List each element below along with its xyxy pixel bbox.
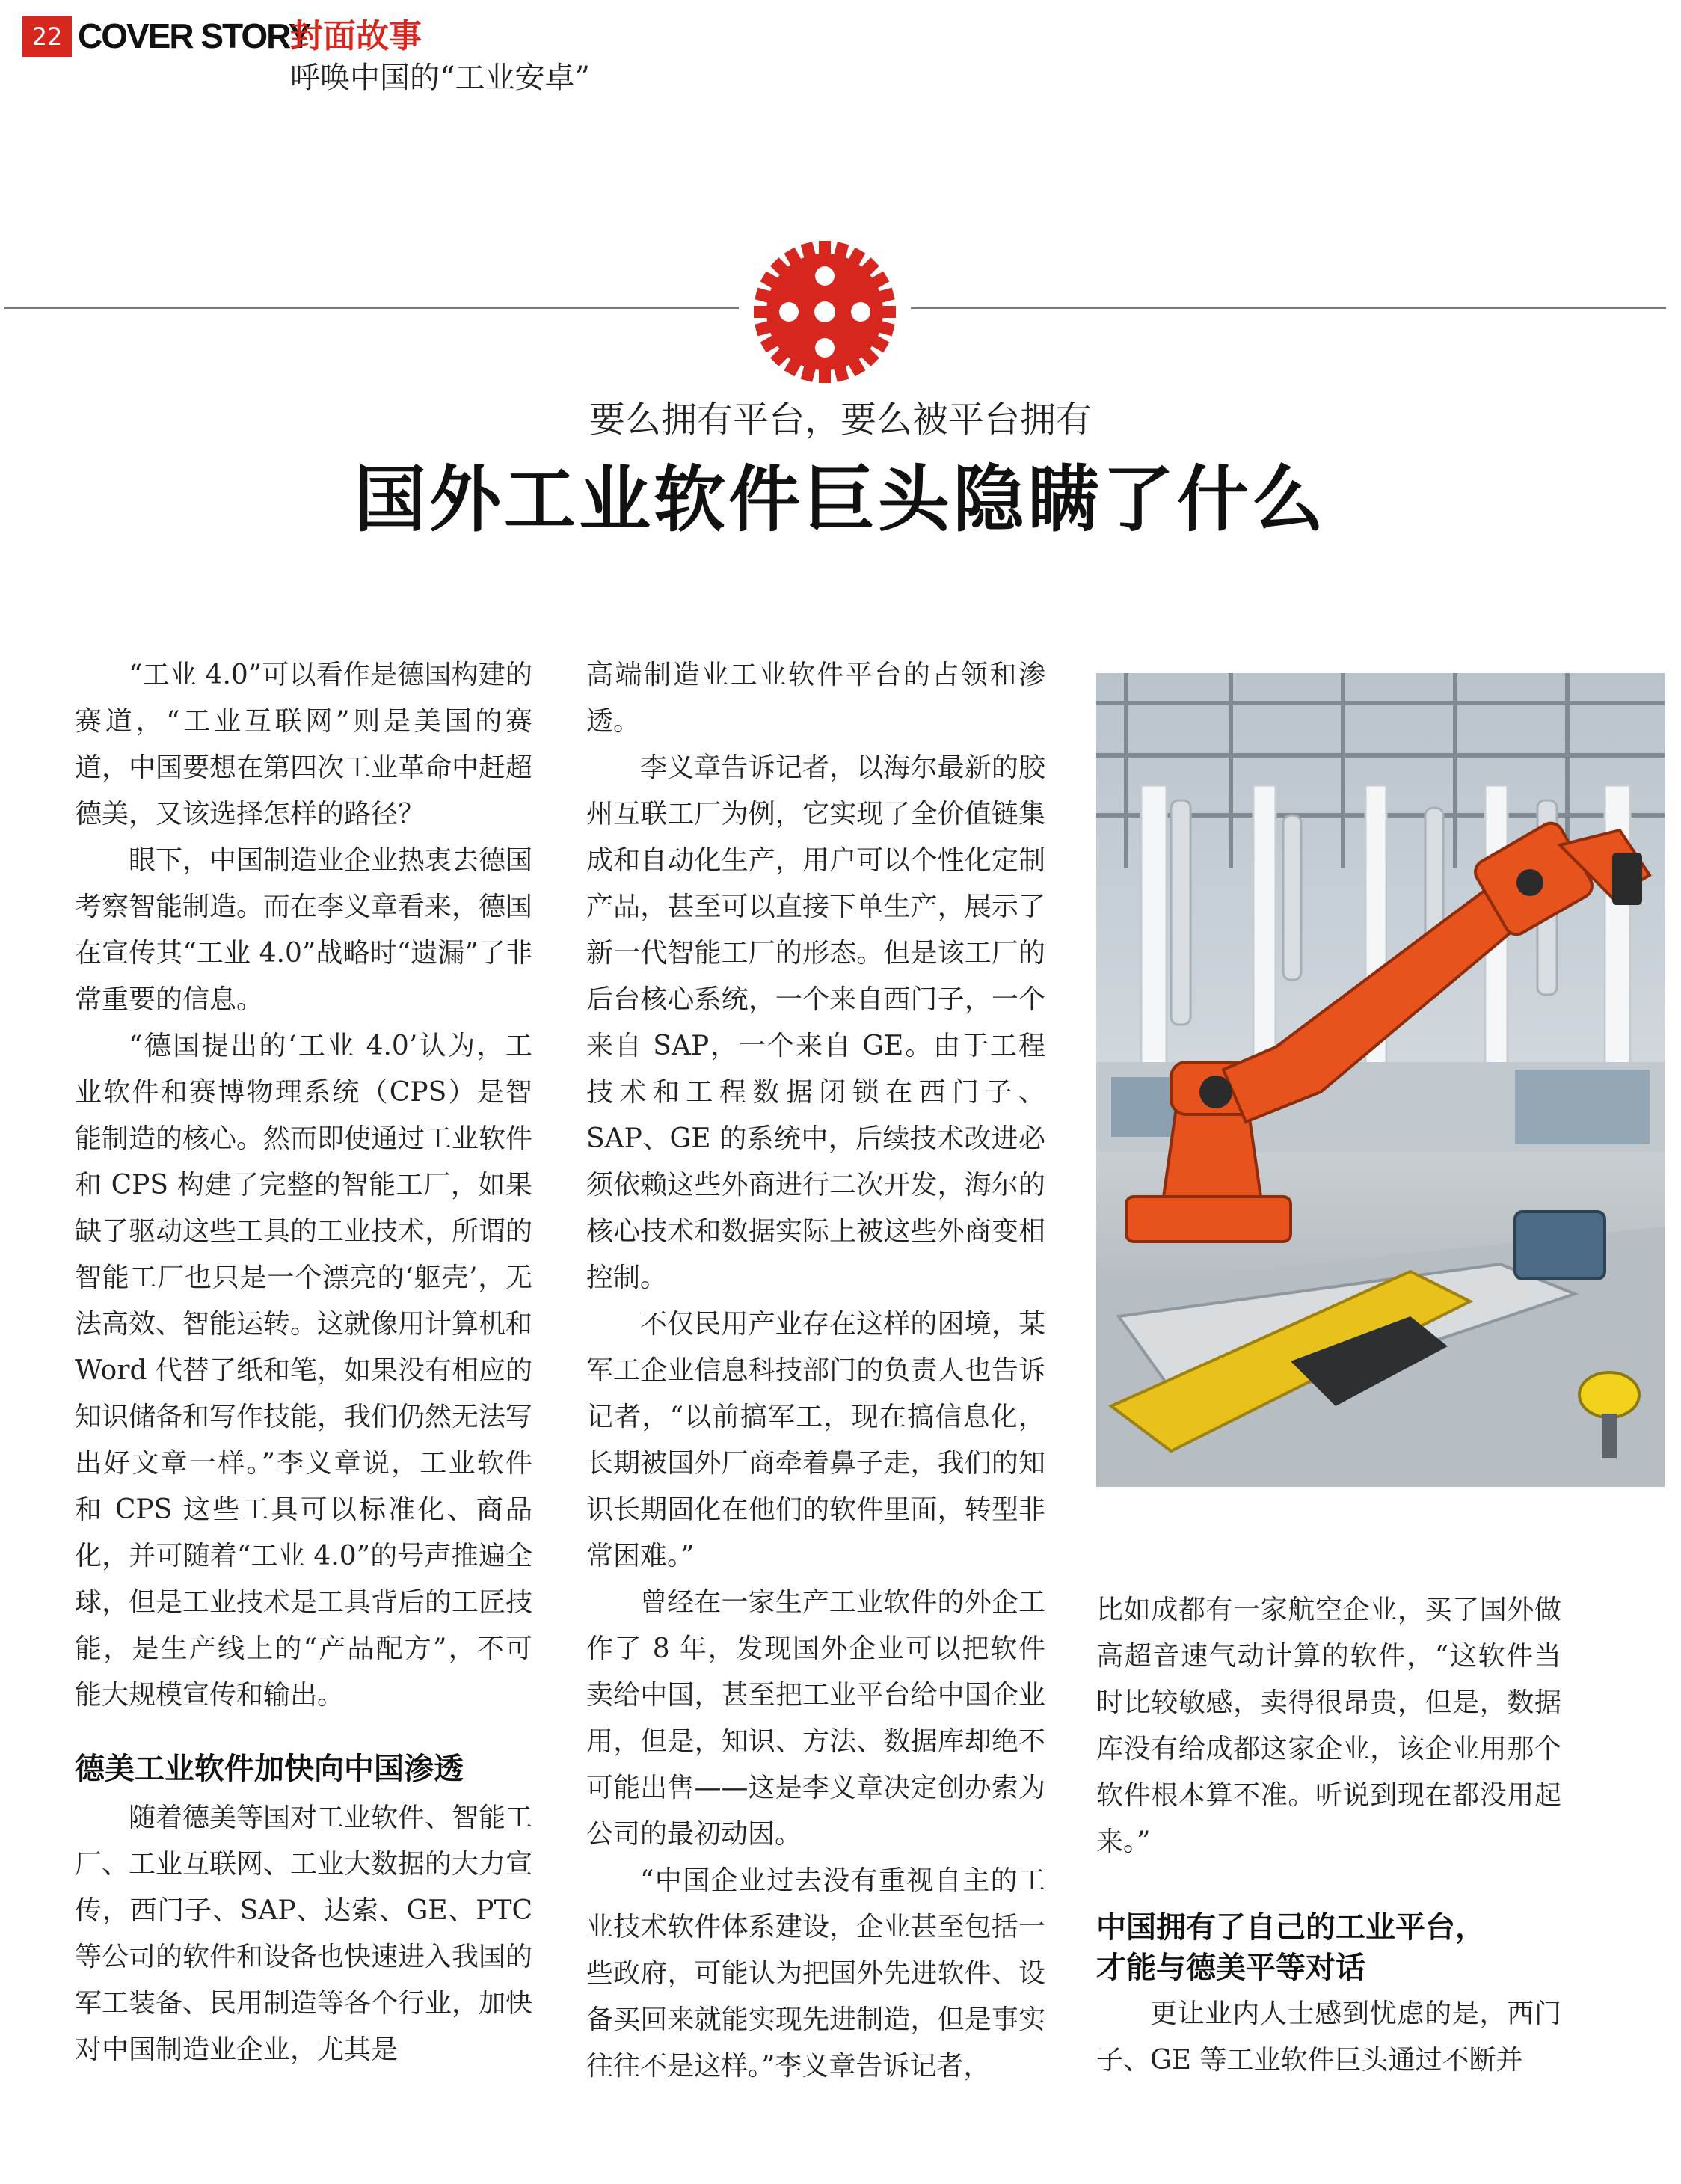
section-heading — [1096, 1907, 1561, 1988]
column-1 — [75, 652, 532, 2073]
divider-right — [911, 307, 1666, 309]
paragraph: “德国提出的‘工业 4.0’认为，工业软件和赛博物理系统（CPS）是智能制造的核心。然而即使通过工业软件和 CPS 构建了完整的智能工厂，如果缺了驱动这些工具的工业技术，所谓的智能工厂也只是一个漂亮的‘躯壳’，无法高效、智能运转。这就像用计算机和 Word 代替了纸和笔，如果没有相应的知识储备和写作技能，我们仍然无法写出好文章一样。”李义章说，工业软件和 CPS 这些工具可以标准化、商品化，并可随着“工业 4.0”的号声推遍全球，但是工业技术是工具背后的工匠技能，是生产线上的“产品配方”，不可能大规模宣传和输出。 — [75, 1031, 533, 1711]
paragraph: “中国企业过去没有重视自主的工业技术软件体系建设，企业甚至包括一些政府，可能认为把国外先进软件、设备买回来就能实现先进制造，但是事实往往不是这样。”李义章告诉记者， — [586, 1865, 1045, 2082]
column-2 — [586, 652, 1045, 2090]
section-heading: 德美工业软件加快向中国渗透 — [75, 1752, 464, 1786]
paragraph: 比如成都有一家航空企业，买了国外做高超音速气动计算的软件，“这软件当时比较敏感，卖得很昂贵，但是，数据库没有给成都这家企业，该企业用那个软件根本算不准。听说到现在都没用起来。” — [1096, 1595, 1561, 1857]
paragraph: 随着德美等国对工业软件、智能工厂、工业互联网、工业大数据的大力宣传，西门子、SAP、达索、GE、PTC 等公司的软件和设备也快速进入我国的军工装备、民用制造等各个行业，加快对中国制造业企业，尤其是 — [75, 1803, 533, 2065]
robot-arm-photo — [1096, 673, 1665, 1487]
series-title: 呼唤中国的“工业安卓” — [290, 61, 590, 95]
gear-icon — [754, 241, 896, 383]
paragraph: 李义章告诉记者，以海尔最新的胶州互联工厂为例，它实现了全价值链集成和自动化生产，用户可以个性化定制产品，甚至可以直接下单生产，展示了新一代智能工厂的形态。但是该工厂的后台核心系统，一个来自西门子，一个来自 SAP，一个来自 GE。由于工程技术和工程数据闭锁在西门子、SAP、GE 的系统中，后续技术改进必须依赖这些外商进行二次开发，海尔的核心技术和数据实际上被这些外商变相控制。 — [586, 752, 1045, 1293]
column-3 — [1096, 1587, 1561, 2084]
paragraph: 更让业内人士感到忧虑的是，西门子、GE 等工业软件巨头通过不断并 — [1096, 1999, 1561, 2076]
section-heading-line-1: 中国拥有了自己的工业平台， — [1096, 1910, 1485, 1945]
divider-left — [4, 307, 739, 309]
section-label-cn: 封面故事 — [290, 17, 422, 55]
paragraph: 高端制造业工业软件平台的占领和渗透。 — [586, 660, 1045, 737]
section-heading-line-2: 才能与德美平等对话 — [1096, 1951, 1365, 1985]
paragraph: “工业 4.0”可以看作是德国构建的赛道，“工业互联网”则是美国的赛道，中国要想在第四次工业革命中赶超德美，又该选择怎样的路径？ — [75, 660, 533, 829]
page-number: 22 — [22, 16, 72, 57]
paragraph: 曾经在一家生产工业软件的外企工作了 8 年，发现国外企业可以把软件卖给中国，甚至把工业平台给中国企业用，但是，知识、方法、数据库却绝不可能出售——这是李义章决定创办索为公司的最初动因。 — [586, 1587, 1045, 1850]
article-kicker: 要么拥有平台，要么被平台拥有 — [588, 399, 1092, 441]
section-label-en: COVER STORY — [78, 16, 310, 55]
paragraph: 眼下，中国制造业企业热衷去德国考察智能制造。而在李义章看来，德国在宣传其“工业 4.0”战略时“遗漏”了非常重要的信息。 — [75, 845, 533, 1015]
article-headline: 国外工业软件巨头隐瞒了什么 — [354, 458, 1327, 542]
paragraph: 不仅民用产业存在这样的困境，某军工企业信息科技部门的负责人也告诉记者，“以前搞军工，现在搞信息化，长期被国外厂商牵着鼻子走，我们的知识长期固化在他们的软件里面，转型非常困难。” — [586, 1309, 1045, 1571]
